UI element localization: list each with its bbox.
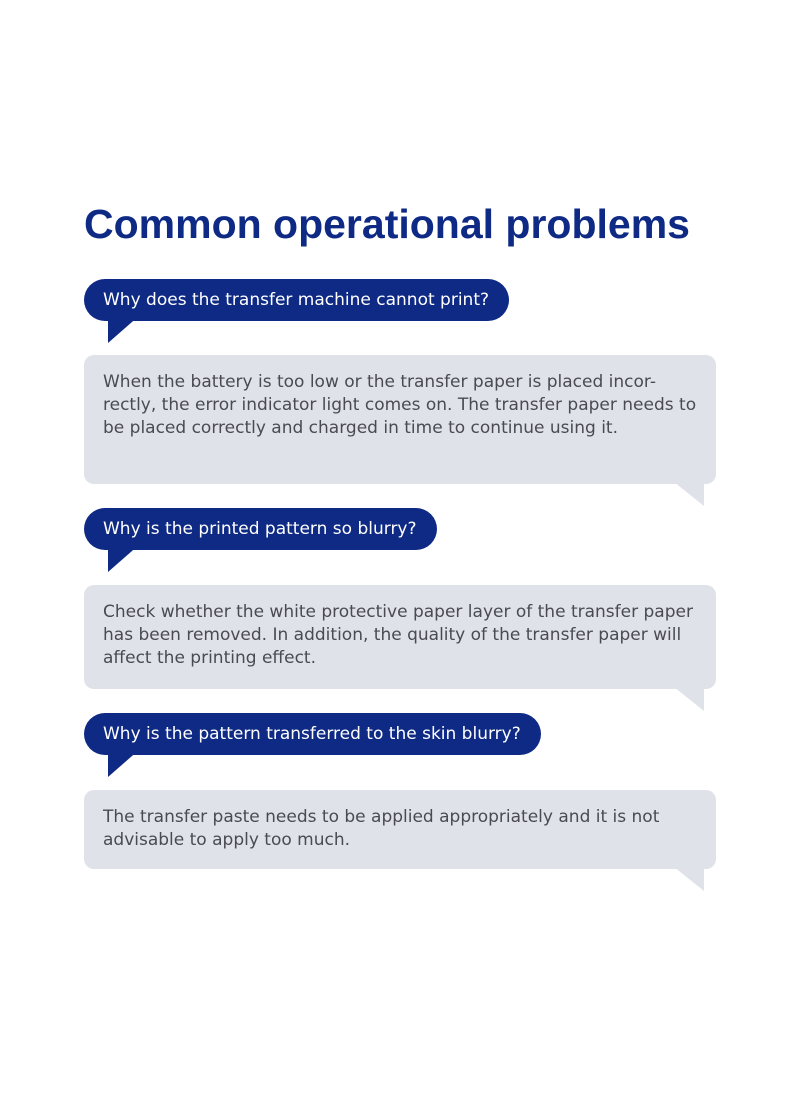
page-title: Common operational problems <box>84 201 690 247</box>
question-text-2: Why is the printed pattern so blurry? <box>103 519 417 539</box>
question-bubble-1 <box>84 279 509 321</box>
answer-bubble-tail <box>674 867 704 891</box>
question-bubble-tail <box>108 749 140 777</box>
answer-bubble-tail <box>674 482 704 506</box>
answer-text-1: When the battery is too low or the transfer paper is placed incor-rectly, the error indicator light comes on. The transfer paper needs to be placed correctly and charged in time to continue using it. <box>103 372 697 438</box>
answer-bubble-1 <box>84 355 716 484</box>
answer-bubble-3 <box>84 790 716 869</box>
question-bubble-tail <box>108 315 140 343</box>
question-text-3: Why is the pattern transferred to the skin blurry? <box>103 724 521 744</box>
question-bubble-2 <box>84 508 437 550</box>
answer-bubble-tail <box>674 687 704 711</box>
answer-text-3: The transfer paste needs to be applied appropriately and it is not advisable to apply too much. <box>103 807 660 850</box>
answer-text-2: Check whether the white protective paper layer of the transfer paper has been removed. In addition, the quality of the transfer paper will affect the printing effect. <box>103 602 693 668</box>
question-text-1: Why does the transfer machine cannot print? <box>103 290 490 310</box>
question-bubble-3 <box>84 713 541 755</box>
answer-bubble-2 <box>84 585 716 689</box>
question-bubble-tail <box>108 544 140 572</box>
